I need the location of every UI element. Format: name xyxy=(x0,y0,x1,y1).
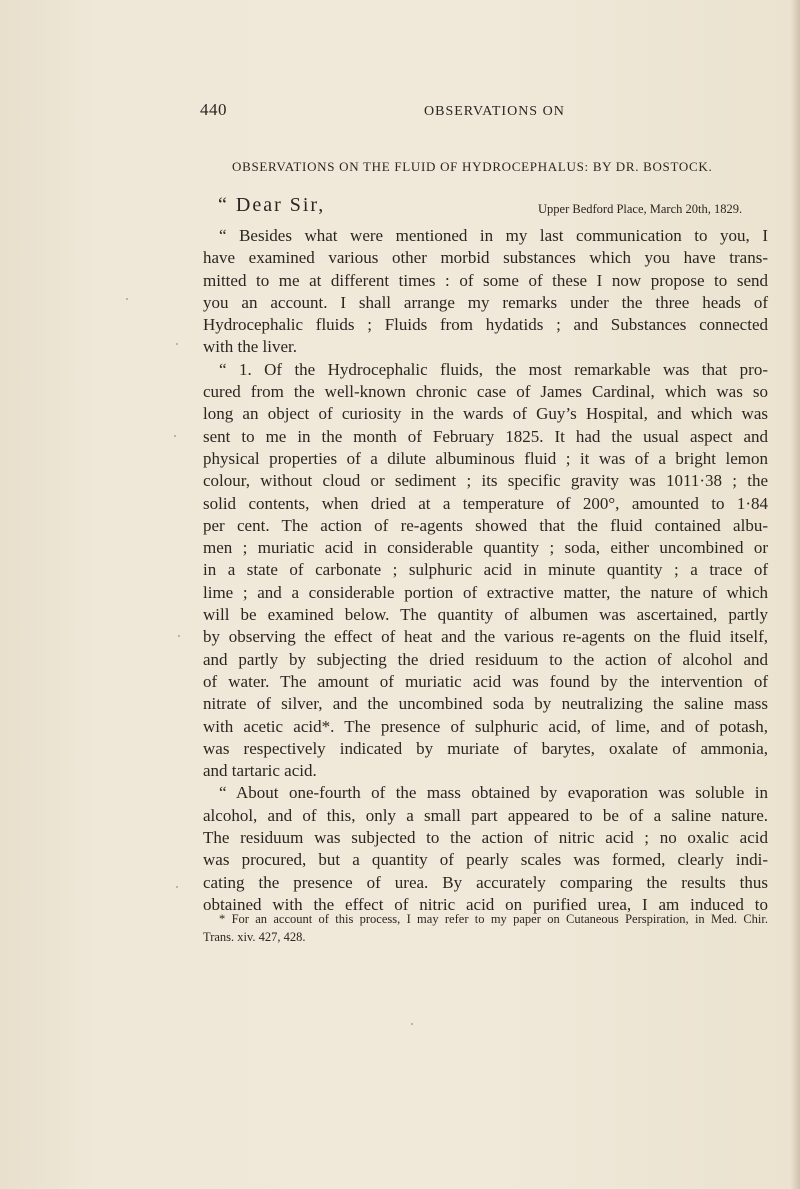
paper-speck xyxy=(126,298,128,300)
text-line: per cent. The action of re-agents showed that the fluid contained albu- xyxy=(203,515,768,535)
text-line: and partly by subjecting the dried residuum to the action of alcohol and xyxy=(203,649,768,669)
letter-dateline: Upper Bedford Place, March 20th, 1829. xyxy=(538,202,743,216)
paper-speck xyxy=(176,343,178,345)
text-line: nitrate of silver, and the uncombined soda by neutralizing the saline mass xyxy=(203,694,768,714)
text-line: “ 1. Of the Hydrocephalic fluids, the most remarkable was that pro- xyxy=(219,359,768,379)
text-line: cured from the well-known chronic case of James Cardinal, which was so xyxy=(203,382,768,402)
page-edge-shadow xyxy=(790,0,800,1189)
paper-speck xyxy=(176,886,178,888)
article-title: OBSERVATIONS ON THE FLUID OF HYDROCEPHALUS: BY DR. BOSTOCK. xyxy=(232,159,713,174)
text-line: sent to me in the month of February 1825. It had the usual aspect and xyxy=(203,426,768,446)
text-line: of water. The amount of muriatic acid was found by the intervention of xyxy=(203,671,768,691)
paper-speck xyxy=(174,435,176,437)
text-line: colour, without cloud or sediment ; its specific gravity was 1011·38 ; the xyxy=(203,471,768,491)
text-line: alcohol, and of this, only a small part appeared to be of a saline nature. xyxy=(203,805,768,825)
text-line: have examined various other morbid substances which you have trans- xyxy=(203,248,768,268)
text-line: mitted to me at different times : of some of these I now propose to send xyxy=(203,270,768,290)
letter-salutation: “ Dear Sir, xyxy=(218,194,326,216)
text-line: and tartaric acid. xyxy=(203,761,317,781)
text-line: Hydrocephalic fluids ; Fluids from hydatids ; and Substances connected xyxy=(203,315,768,335)
text-line: was procured, but a quantity of pearly scales was formed, clearly indi- xyxy=(203,850,768,870)
text-line: obtained with the effect of nitric acid on purified urea, I am induced to xyxy=(203,894,768,914)
text-line: physical properties of a dilute albuminous fluid ; it was of a bright lemon xyxy=(203,448,768,468)
text-line: men ; muriatic acid in considerable quantity ; soda, either uncombined or xyxy=(203,538,768,558)
article-body xyxy=(203,225,768,916)
text-line: by observing the effect of heat and the various re-agents on the fluid itself, xyxy=(203,627,768,647)
footnote-line: Trans. xiv. 427, 428. xyxy=(203,930,306,944)
text-line: cating the presence of urea. By accurately comparing the results thus xyxy=(203,872,768,892)
footnote-line: * For an account of this process, I may refer to my paper on Cutaneous Perspiration, in Med. Chir. xyxy=(219,912,768,926)
paper-speck xyxy=(411,1023,413,1025)
text-line: long an object of curiosity in the wards of Guy’s Hospital, and which was xyxy=(203,404,768,424)
text-line: with the liver. xyxy=(203,337,297,357)
page-number: 440 xyxy=(200,100,227,119)
text-line: was respectively indicated by muriate of barytes, oxalate of ammonia, xyxy=(203,738,768,758)
footnote xyxy=(203,910,768,946)
text-line: in a state of carbonate ; sulphuric acid in minute quantity ; a trace of xyxy=(203,560,768,580)
text-line: with acetic acid*. The presence of sulphuric acid, of lime, and of potash, xyxy=(203,716,768,736)
text-line: lime ; and a considerable portion of extractive matter, the nature of which xyxy=(203,582,768,602)
text-line: The residuum was subjected to the action of nitric acid ; no oxalic acid xyxy=(203,828,768,848)
text-line: “ About one-fourth of the mass obtained by evaporation was soluble in xyxy=(219,783,768,803)
text-line: will be examined below. The quantity of albumen was ascertained, partly xyxy=(203,605,768,625)
running-head: OBSERVATIONS ON xyxy=(424,104,565,119)
text-line: “ Besides what were mentioned in my last communication to you, I xyxy=(219,226,768,245)
text-line: you an account. I shall arrange my remarks under the three heads of xyxy=(203,292,768,312)
text-line: solid contents, when dried at a temperature of 200°, amounted to 1·84 xyxy=(203,493,768,513)
paper-speck xyxy=(178,635,180,637)
